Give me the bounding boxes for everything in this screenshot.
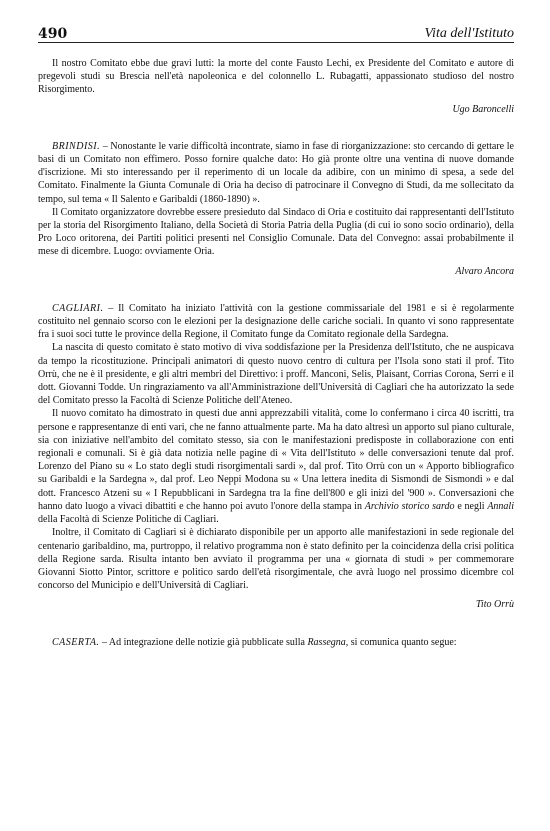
running-title: Vita dell'Istituto bbox=[424, 26, 514, 41]
place-heading: BRINDISI. bbox=[52, 140, 101, 152]
caserta-paragraph: CASERTA. – Ad integrazione delle notizie già pubblicate sulla Rassegna, si comunica quanto segue: bbox=[52, 636, 457, 648]
section-brindisi bbox=[38, 140, 514, 278]
section-caserta bbox=[38, 636, 514, 649]
document-page bbox=[38, 18, 514, 649]
cagliari-paragraph-4: Inoltre, il Comitato di Cagliari si è dichiarato disponibile per un apporto alle manifestazioni in sede regionale del centenario garibaldino, ma, purtroppo, il relativo programma non è stato definito per la coincidenza della crisi politica della Regione sarda. Risulta intanto ben avviato il programma per una « giornata di studi » per commemorare Giovanni Siotto Pintor, scrittore e politico sardo dell'età risorgimentale, che avrà luogo nel prossimo dicembre col concorso del Municipio e dell'Università di Cagliari. bbox=[38, 527, 514, 592]
section-cagliari bbox=[38, 302, 514, 612]
cagliari-paragraph-1: CAGLIARI. – Il Comitato ha iniziato l'attività con la gestione commissariale del 1981 e si è regolarmente costituito nel gennaio scorso con le elezioni per la designazione delle cariche sociali. In quanto vi sono rappresentate fra i suoi soci tutte le province della Regione, il Comitato funge da Comitato regionale della Sardegna. bbox=[38, 302, 515, 341]
place-heading: CASERTA. bbox=[52, 636, 100, 648]
signature-ancora: Alvaro Ancora bbox=[455, 265, 514, 277]
cagliari-paragraph-3: Il nuovo comitato ha dimostrato in questi due anni apprezzabili vitalità, come lo confermano i circa 40 iscritti, tra persone e rappresentanze di enti vari, che ne fanno attualmente parte. Ma ha dato altresì un apporto sul piano culturale, sia con iniziative nell'ambito del comitato stesso, sia con le manifestazioni predisposte in collaborazione con enti regionali e comunali. Si è già data notizia nelle pagine di « Vita dell'Istituto » delle conversazioni tenute dal prof. Lorenzo del Piano su « Lo stato degli studi risorgimentali sardi », dal prof. Tito Orrù con un « Apporto bibliografico su Garibaldi e la Sardegna », dal prof. Leo Neppi Modona su « Una lettera inedita di Sismondi de Sismondi » e dal dott. Francesco Atzeni su « I Repubblicani in Sardegna tra la fine dell'800 e gli inizi del '900 ». Conversazioni che hanno dato luogo a vivaci dibattiti e che hanno poi avuto l'onore della stampa in Archivio storico sardo e negli Annali della Facoltà di Scienze Politiche di Cagliari. bbox=[38, 408, 514, 526]
place-heading: CAGLIARI. bbox=[52, 302, 104, 314]
brindisi-paragraph-1: BRINDISI. – Nonostante le varie difficoltà incontrate, siamo in fase di riorganizzazione: sto cercando di gettare le basi di un Comitato non effimero. Posso fornire qualche dato: Ho già pronte oltre una ventina di nuove domande d'iscrizione. Mi sto interessando per il reperimento di un locale da adibire, con un minimo di spesa, a sede del Comitato. Finalmente la Giunta Comunale di Oria ha deciso di patrocinare il Convegno di Studi, da me sollecitato da tempo, sul tema « Il Salento e Garibaldi (1860-1890) ». bbox=[38, 140, 514, 205]
signature-baroncelli: Ugo Baroncelli bbox=[452, 103, 514, 115]
running-header bbox=[38, 18, 514, 43]
signature-orru: Tito Orrù bbox=[475, 599, 514, 611]
intro-paragraph: Il nostro Comitato ebbe due gravi lutti: la morte del conte Fausto Lechi, ex Presidente del Comitato e autore di pregevoli studi su Brescia nell'età napoleonica e del colonnello L. Rubagatti, appassionato studioso del nostro Risorgimento. bbox=[38, 58, 514, 96]
body-text bbox=[38, 57, 514, 649]
page-number: 490 bbox=[38, 26, 68, 42]
cagliari-paragraph-2: La nascita di questo comitato è stato motivo di viva soddisfazione per la Presidenza dell'Istituto, che ne auspicava da tempo la ricostituzione. Principali animatori di questo nuovo centro di cultura per l'Isola sono stati il prof. Tito Orrù, che ne è il presidente, e gli altri membri del Direttivo: i proff. Manconi, Selis, Plaisant, Corrias Corona, Serri e il dott. Giovanni Todde. Un ringraziamento va all'Amministrazione dell'Università di Cagliari che ha autorizzato la sede del Comitato presso la Facoltà di Scienze Politiche dell'Ateneo. bbox=[38, 342, 514, 407]
brindisi-paragraph-2: Il Comitato organizzatore dovrebbe essere presieduto dal Sindaco di Oria e costituito dai rappresentanti dell'Istituto per la storia del Risorgimento Italiano, della Società di Storia Patria della Puglia (di cui io sono socio ordinario), della Pro Loco oritorena, dei Partiti politici presenti nel Consiglio Comunale. Data del Convegno: assai probabilmente il mese di dicembre. Luogo: ovviamente Oria. bbox=[38, 206, 514, 258]
